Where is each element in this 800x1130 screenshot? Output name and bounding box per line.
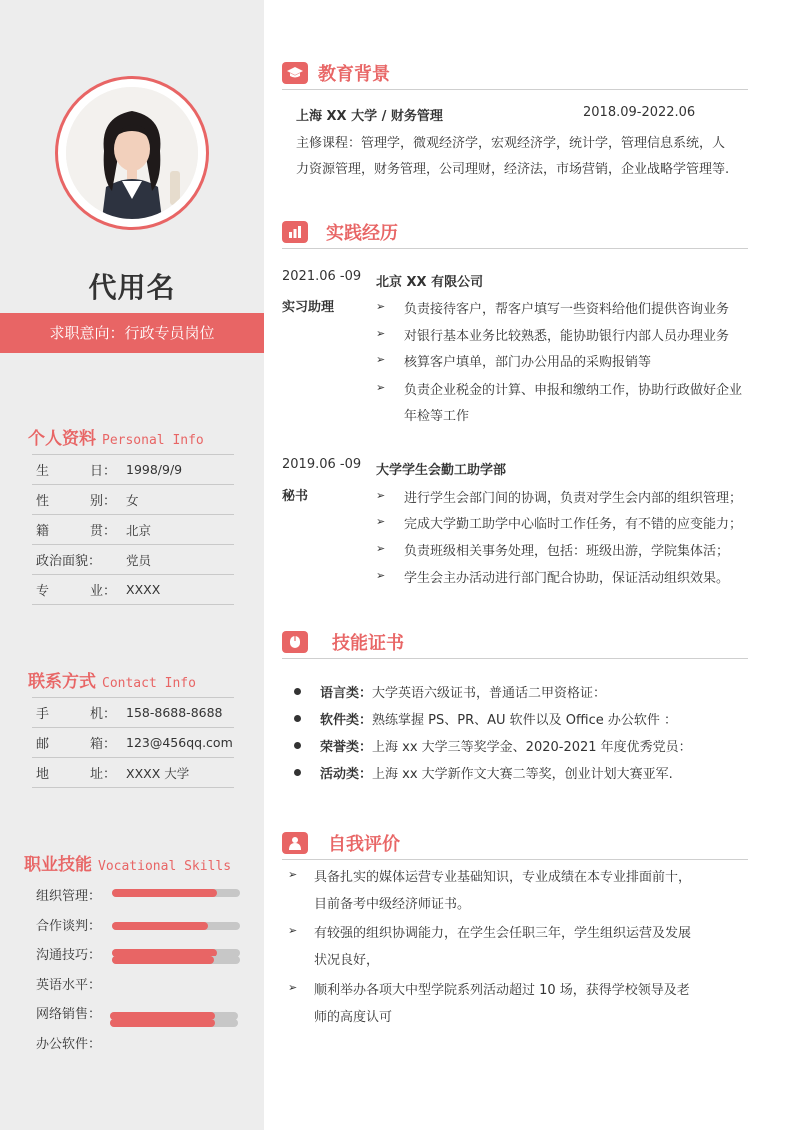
avatar-frame — [55, 76, 209, 230]
contact-info-title-cn: 联系方式 — [28, 672, 96, 692]
person-icon — [282, 832, 308, 854]
self-eval-line: 顺利举办各项大中型学院系列活动超过 10 场，获得学校领导及老 — [314, 983, 690, 998]
info-row — [32, 545, 234, 575]
avatar — [66, 87, 198, 219]
info-label: 邮 箱： — [36, 737, 116, 752]
self-eval-section-header — [282, 832, 748, 860]
experience-role: 实习助理 — [282, 300, 335, 315]
courses-line-2: 力资源管理，财务管理，公司理财，经济法，市场营销，企业战略学管理等. — [296, 162, 730, 177]
arrow-right-icon: ➢ — [376, 381, 386, 394]
graduation-cap-icon — [282, 62, 308, 84]
skill-label: 网络销售： — [36, 1006, 102, 1022]
info-label: 地 址： — [36, 767, 116, 782]
certificates-title: 技能证书 — [332, 633, 404, 654]
arrow-right-icon: ➢ — [288, 981, 298, 994]
skill-label: 沟通技巧： — [36, 947, 102, 963]
self-eval-line: 目前备考中级经济师证书。 — [314, 897, 471, 912]
skill-bar — [112, 889, 240, 897]
experience-date: 2021.06 -09 — [282, 269, 362, 284]
bullet-dot-icon — [294, 688, 301, 695]
info-row — [32, 485, 234, 515]
info-row — [32, 728, 234, 758]
duty-item: 完成大学勤工助学中心临时工作任务，有不错的应变能力； — [404, 517, 743, 532]
duty-item: 负责接待客户，帮客户填写一些资料给他们提供咨询业务 — [404, 302, 730, 317]
skill-fill — [112, 956, 214, 964]
email-value: 123@456qq.com — [126, 735, 233, 750]
self-eval-line: 有较强的组织协调能力，在学生会任职三年，学生组织运营及发展 — [314, 926, 692, 941]
info-value: 1998/9/9 — [126, 462, 183, 477]
info-row — [32, 698, 234, 728]
info-label: 籍 贯： — [36, 524, 116, 539]
skill-bar — [112, 922, 240, 930]
self-eval-title: 自我评价 — [328, 834, 400, 855]
info-value: 北京 — [126, 522, 152, 538]
phone-value: 158-8688-8688 — [126, 705, 223, 720]
arrow-right-icon: ➢ — [376, 542, 386, 555]
avatar-illustration — [66, 87, 198, 219]
experience-org: 大学学生会勤工助学部 — [376, 463, 507, 478]
duty-item: 负责企业税金的计算、申报和缴纳工作，协助行政做好企业 — [404, 383, 743, 398]
duty-item: 负责班级相关事务处理，包括：班级出游，学院集体活； — [404, 544, 730, 559]
arrow-right-icon: ➢ — [376, 300, 386, 313]
education-title: 教育背景 — [318, 64, 390, 85]
skill-label: 组织管理： — [36, 888, 102, 904]
arrow-right-icon: ➢ — [376, 327, 386, 340]
certificate-item: 语言类：大学英语六级证书，普通话二甲资格证： — [320, 686, 607, 701]
address-value: XXXX 大学 — [126, 765, 190, 781]
contact-info-title-en: Contact Info — [102, 676, 196, 691]
experience-date: 2019.06 -09 — [282, 457, 362, 472]
skill-fill — [112, 922, 208, 930]
contact-info-title — [28, 667, 196, 692]
school-major: 上海 XX 大学 / 财务管理 — [296, 109, 443, 124]
personal-info-list — [32, 454, 234, 605]
experience-org: 北京 XX 有限公司 — [376, 275, 484, 290]
info-row — [32, 455, 234, 485]
info-label: 专 业： — [36, 584, 116, 599]
vocational-skills-title-en: Vocational Skills — [98, 859, 232, 874]
practice-title: 实践经历 — [326, 223, 398, 244]
info-row — [32, 758, 234, 788]
arrow-right-icon: ➢ — [288, 924, 298, 937]
education-period: 2018.09-2022.06 — [583, 105, 696, 120]
self-eval-line: 师的高度认可 — [314, 1010, 393, 1025]
sidebar — [0, 0, 264, 1130]
practice-section-header — [282, 221, 748, 249]
arrow-right-icon: ➢ — [376, 515, 386, 528]
education-section-header — [282, 62, 748, 90]
arrow-right-icon: ➢ — [288, 868, 298, 881]
duty-item: 学生会主办活动进行部门配合协助，保证活动组织效果。 — [404, 571, 730, 586]
info-value: 党员 — [126, 552, 152, 568]
duty-item: 对银行基本业务比较熟悉，能协助银行内部人员办理业务 — [404, 329, 730, 344]
self-eval-line: 具备扎实的媒体运营专业基础知识，专业成绩在本专业排面前十， — [314, 870, 692, 885]
arrow-right-icon: ➢ — [376, 489, 386, 502]
info-value: XXXX — [126, 582, 161, 597]
arrow-right-icon: ➢ — [376, 353, 386, 366]
skill-bar — [112, 956, 240, 964]
certificates-section-header — [282, 631, 748, 659]
candidate-name: 代用名 — [88, 271, 176, 304]
info-label: 生 日： — [36, 464, 116, 479]
info-label: 性 别： — [36, 494, 116, 509]
skill-fill — [112, 889, 217, 897]
skill-label: 办公软件： — [36, 1036, 102, 1052]
certificate-item: 软件类：熟练掌握 PS、PR、AU 软件以及 Office 办公软件 ： — [320, 713, 677, 728]
certificate-item: 活动类：上海 xx 大学新作文大赛二等奖，创业计划大赛亚军. — [320, 767, 673, 782]
skill-label: 合作谈判： — [36, 918, 102, 934]
experience-role: 秘书 — [282, 489, 309, 504]
skill-label: 英语水平： — [36, 977, 102, 993]
contact-info-list — [32, 697, 234, 788]
certificate-item: 荣誉类：上海 xx 大学三等奖学金、2020-2021 年度优秀党员： — [320, 740, 692, 755]
vocational-skills-title-cn: 职业技能 — [24, 855, 92, 875]
info-label: 政治面貌： — [36, 554, 102, 569]
courses-line-1: 主修课程：管理学，微观经济学，宏观经济学，统计学，管理信息系统，人 — [296, 136, 726, 151]
skill-bar — [110, 1019, 238, 1027]
info-row — [32, 515, 234, 545]
personal-info-title — [28, 424, 204, 449]
info-label: 手 机： — [36, 707, 116, 722]
duty-item: 进行学生会部门间的协调，负责对学生会内部的组织管理； — [404, 491, 743, 506]
personal-info-title-en: Personal Info — [102, 433, 204, 448]
vocational-skills-title — [24, 850, 231, 875]
arrow-right-icon: ➢ — [376, 569, 386, 582]
bullet-dot-icon — [294, 742, 301, 749]
job-intent-banner: 求职意向：行政专员岗位 — [0, 313, 264, 353]
skill-fill — [110, 1019, 215, 1027]
bar-chart-icon — [282, 221, 308, 243]
bullet-dot-icon — [294, 769, 301, 776]
info-row — [32, 575, 234, 605]
duty-item-continued: 年检等工作 — [404, 409, 470, 424]
info-value: 女 — [126, 492, 139, 508]
mouse-icon — [282, 631, 308, 653]
bullet-dot-icon — [294, 715, 301, 722]
self-eval-line: 状况良好， — [314, 953, 380, 968]
duty-item: 核算客户填单，部门办公用品的采购报销等 — [404, 355, 652, 370]
personal-info-title-cn: 个人资料 — [28, 429, 96, 449]
